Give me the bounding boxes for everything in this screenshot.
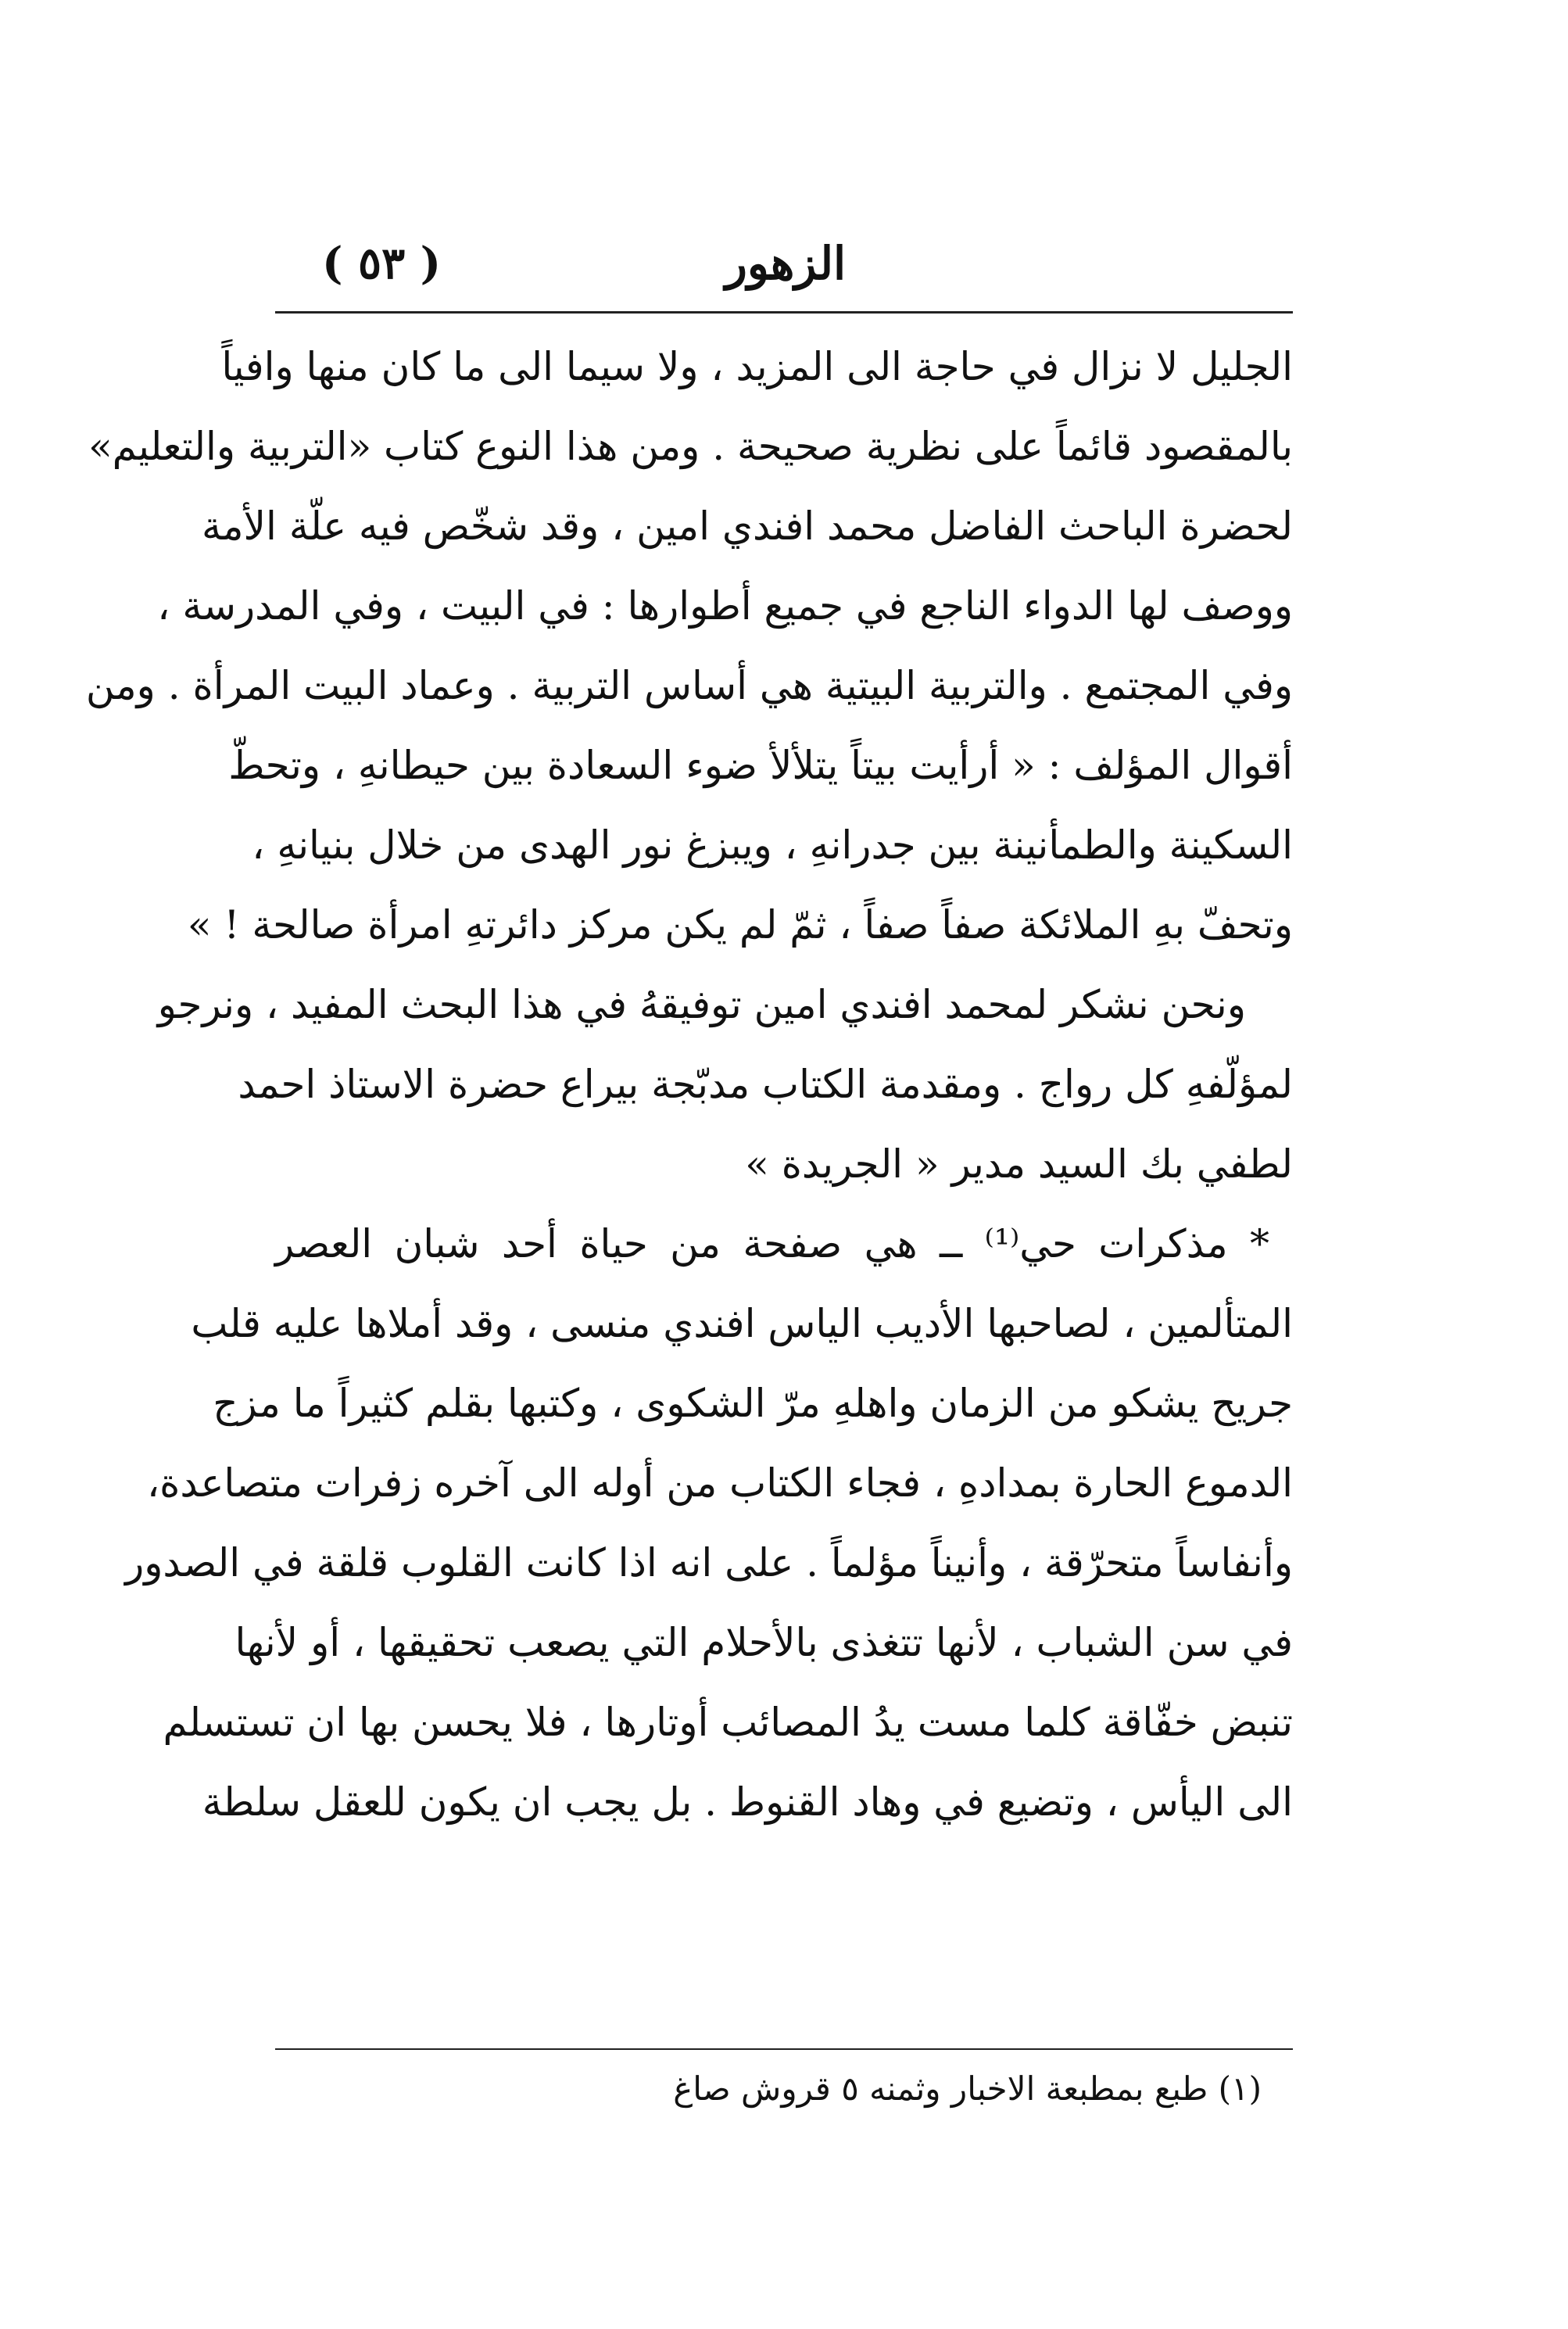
text-line: المتألمين ، لصاحبها الأديب الياس افندي منسى ، وقد أملاها عليه قلب: [191, 1301, 1293, 1346]
header-rule: [275, 311, 1293, 314]
text-line: السكينة والطمأنينة بين جدرانهِ ، ويبزغ نور الهدى من خلال بنيانهِ ،: [252, 822, 1293, 868]
footnote: (١) طبع بمطبعة الاخبار وثمنه ٥ قروش صاغ: [673, 2069, 1262, 2108]
text-line: الدموع الحارة بمدادهِ ، فجاء الكتاب من أوله الى آخره زفرات متصاعدة،: [146, 1460, 1293, 1506]
text-line: ونحن نشكر لمحمد افندي امين توفيقهُ في هذا البحث المفيد ، ونرجو: [157, 982, 1246, 1027]
page-header: [281, 228, 1290, 299]
footnote-rule: [275, 2048, 1293, 2050]
text-line: وتحفّ بهِ الملائكة صفاً صفاً ، ثمّ لم يكن مركز دائرتهِ امرأة صالحة ! »: [187, 902, 1293, 948]
text-line: وأنفاساً متحرّقة ، وأنيناً مؤلماً . على انه اذا كانت القلوب قلقة في الصدور: [125, 1540, 1293, 1586]
page-number: ( ٥٣ ): [322, 238, 442, 289]
text-line: الجليل لا نزال في حاجة الى المزيد ، ولا سيما الى ما كان منها وافياً: [221, 344, 1293, 389]
text-line: لمؤلّفهِ كل رواج . ومقدمة الكتاب مدبّجة بيراع حضرة الاستاذ احمد: [238, 1062, 1293, 1107]
text-line: تنبض خفّاقة كلما مست يدُ المصائب أوتارها ، فلا يحسن بها ان تستسلم: [163, 1700, 1293, 1745]
text-line: وفي المجتمع . والتربية البيتية هي أساس التربية . وعماد البيت المرأة . ومن: [85, 663, 1293, 708]
text-line: لطفي بك السيد مدير « الجريدة »: [745, 1141, 1293, 1187]
body-text: [85, 327, 1293, 1842]
text-line: أقوال المؤلف : « أرأيت بيتاً يتلألأ ضوء السعادة بين حيطانهِ ، وتحطّ: [228, 743, 1293, 788]
text-line: لحضرة الباحث الفاضل محمد افندي امين ، وقد شخّص فيه علّة الأمة: [201, 503, 1293, 549]
running-title: الزهور: [725, 237, 847, 290]
text-line: بالمقصود قائماً على نظرية صحيحة . ومن هذا النوع كتاب «التربية والتعليم»: [88, 424, 1293, 469]
text-line: الى اليأس ، وتضيع في وهاد القنوط . بل يجب ان يكون للعقل سلطة: [202, 1779, 1293, 1825]
text-line: جريح يشكو من الزمان واهلهِ مرّ الشكوى ، وكتبها بقلم كثيراً ما مزج: [213, 1381, 1293, 1426]
text-line: ووصف لها الدواء الناجع في جميع أطوارها : في البيت ، وفي المدرسة ،: [157, 583, 1293, 629]
text-line: في سن الشباب ، لأنها تتغذى بالأحلام التي يصعب تحقيقها ، أو لأنها: [234, 1620, 1293, 1665]
text-line: * مذكرات حي⁽¹⁾ ــ هي صفحة من حياة أحد شبان العصر: [275, 1221, 1270, 1267]
